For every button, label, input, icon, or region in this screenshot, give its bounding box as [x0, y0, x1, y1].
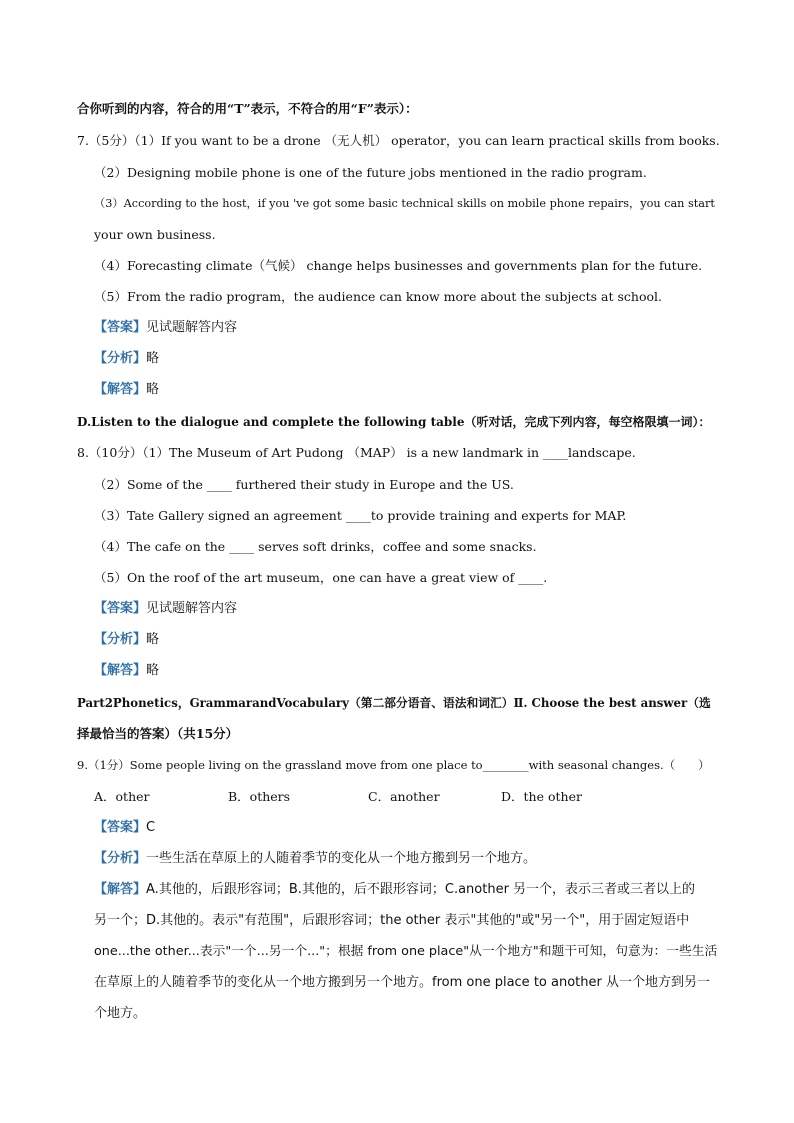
q9-option-a: A．other [94, 789, 150, 804]
part2-heading-line2: 择最恰当的答案）（共15分） [77, 726, 239, 741]
q8-sentence-5: （5）On the roof of the art museum，one can have a great view of ____. [94, 570, 548, 585]
q7-sentence-3b: your own business. [94, 227, 216, 242]
q9-option-b: B．others [228, 789, 291, 804]
q8-sentence-4: （4）The cafe on the ____ serves soft drinks，coffee and some snacks. [94, 539, 537, 554]
part2-heading-line1: Part2Phonetics，GrammarandVocabulary（第二部分语音、语法和词汇）Ⅱ. Choose the best answer（选 [77, 696, 711, 710]
solution-tag: 【解答】 [94, 382, 147, 397]
q7-analysis [94, 350, 159, 368]
q9-solution-line-3: one...the other...表示"一个...另一个..."；根据 from one place"从一个地方"和题干可知，句意为：一些生活 [94, 944, 718, 959]
analysis-text: 一些生活在草原上的人随着季节的变化从一个地方搬到另一个地方。 [146, 851, 537, 866]
answer-tag: 【答案】 [94, 820, 147, 835]
q9-stem: 9.（1分）Some people living on the grassland move from one place to________with seasonal changes.（ ） [77, 758, 710, 772]
q8-sentence-2: （2）Some of the ____ furthered their study in Europe and the US. [94, 477, 514, 492]
q8-solution [94, 662, 159, 680]
analysis-tag: 【分析】 [94, 632, 147, 647]
q7-sentence-1: 7.（5分）（1）If you want to be a drone （无人机） operator，you can learn practical skills from books. [77, 133, 720, 148]
q8-analysis [94, 631, 159, 649]
q8-answer [94, 600, 237, 618]
q7-sentence-2: （2）Designing mobile phone is one of the future jobs mentioned in the radio program. [94, 165, 647, 180]
answer-tag: 【答案】 [94, 320, 147, 335]
solution-text-line-1: A.其他的，后跟形容词；B.其他的，后不跟形容词；C.another 另一个，表示三者或三者以上的 [146, 882, 696, 897]
analysis-tag: 【分析】 [94, 351, 147, 366]
q7-sentence-3a: （3）According to the host，if you 've got some basic technical skills on mobile phone repairs，you can start [94, 197, 715, 210]
q9-solution-line-2: 另一个；D.其他的。表示"有范围"，后跟形容词；the other 表示"其他的"或"另一个"，用于固定短语中 [94, 913, 690, 928]
answer-text: 见试题解答内容 [146, 601, 238, 616]
solution-tag: 【解答】 [94, 663, 147, 678]
answer-text: 见试题解答内容 [146, 320, 238, 335]
solution-text: 略 [146, 663, 160, 678]
q9-solution-line-5: 个地方。 [94, 1006, 147, 1021]
tf-instruction: 合你听到的内容，符合的用“T”表示，不符合的用“F”表示）： [77, 101, 418, 116]
q7-sentence-5: （5）From the radio program，the audience can know more about the subjects at school. [94, 289, 662, 304]
analysis-text: 略 [146, 632, 160, 647]
analysis-text: 略 [146, 351, 160, 366]
solution-text: 略 [146, 382, 160, 397]
q7-answer [94, 319, 237, 337]
analysis-tag: 【分析】 [94, 851, 147, 866]
answer-text: C [146, 820, 156, 835]
q7-sentence-4: （4）Forecasting climate（气候） change helps businesses and governments plan for the future. [94, 258, 703, 273]
q9-option-c: C．another [368, 789, 440, 804]
answer-tag: 【答案】 [94, 601, 147, 616]
q9-solution [94, 881, 695, 899]
q9-analysis [94, 850, 536, 868]
solution-tag: 【解答】 [94, 882, 147, 897]
q9-solution-line-4: 在草原上的人随着季节的变化从一个地方搬到另一个地方。from one place to another 从一个地方到另一 [94, 975, 710, 990]
q8-sentence-3: （3）Tate Gallery signed an agreement ____to provide training and experts for MAP. [94, 508, 627, 523]
q9-option-d: D．the other [501, 789, 582, 804]
section-d-heading: D.Listen to the dialogue and complete the following table（听对话，完成下列内容，每空格限填一词）： [77, 415, 711, 429]
q7-solution [94, 381, 159, 399]
q8-sentence-1: 8.（10分）（1）The Museum of Art Pudong （MAP） is a new landmark in ____landscape. [77, 445, 636, 460]
q9-answer [94, 819, 155, 837]
